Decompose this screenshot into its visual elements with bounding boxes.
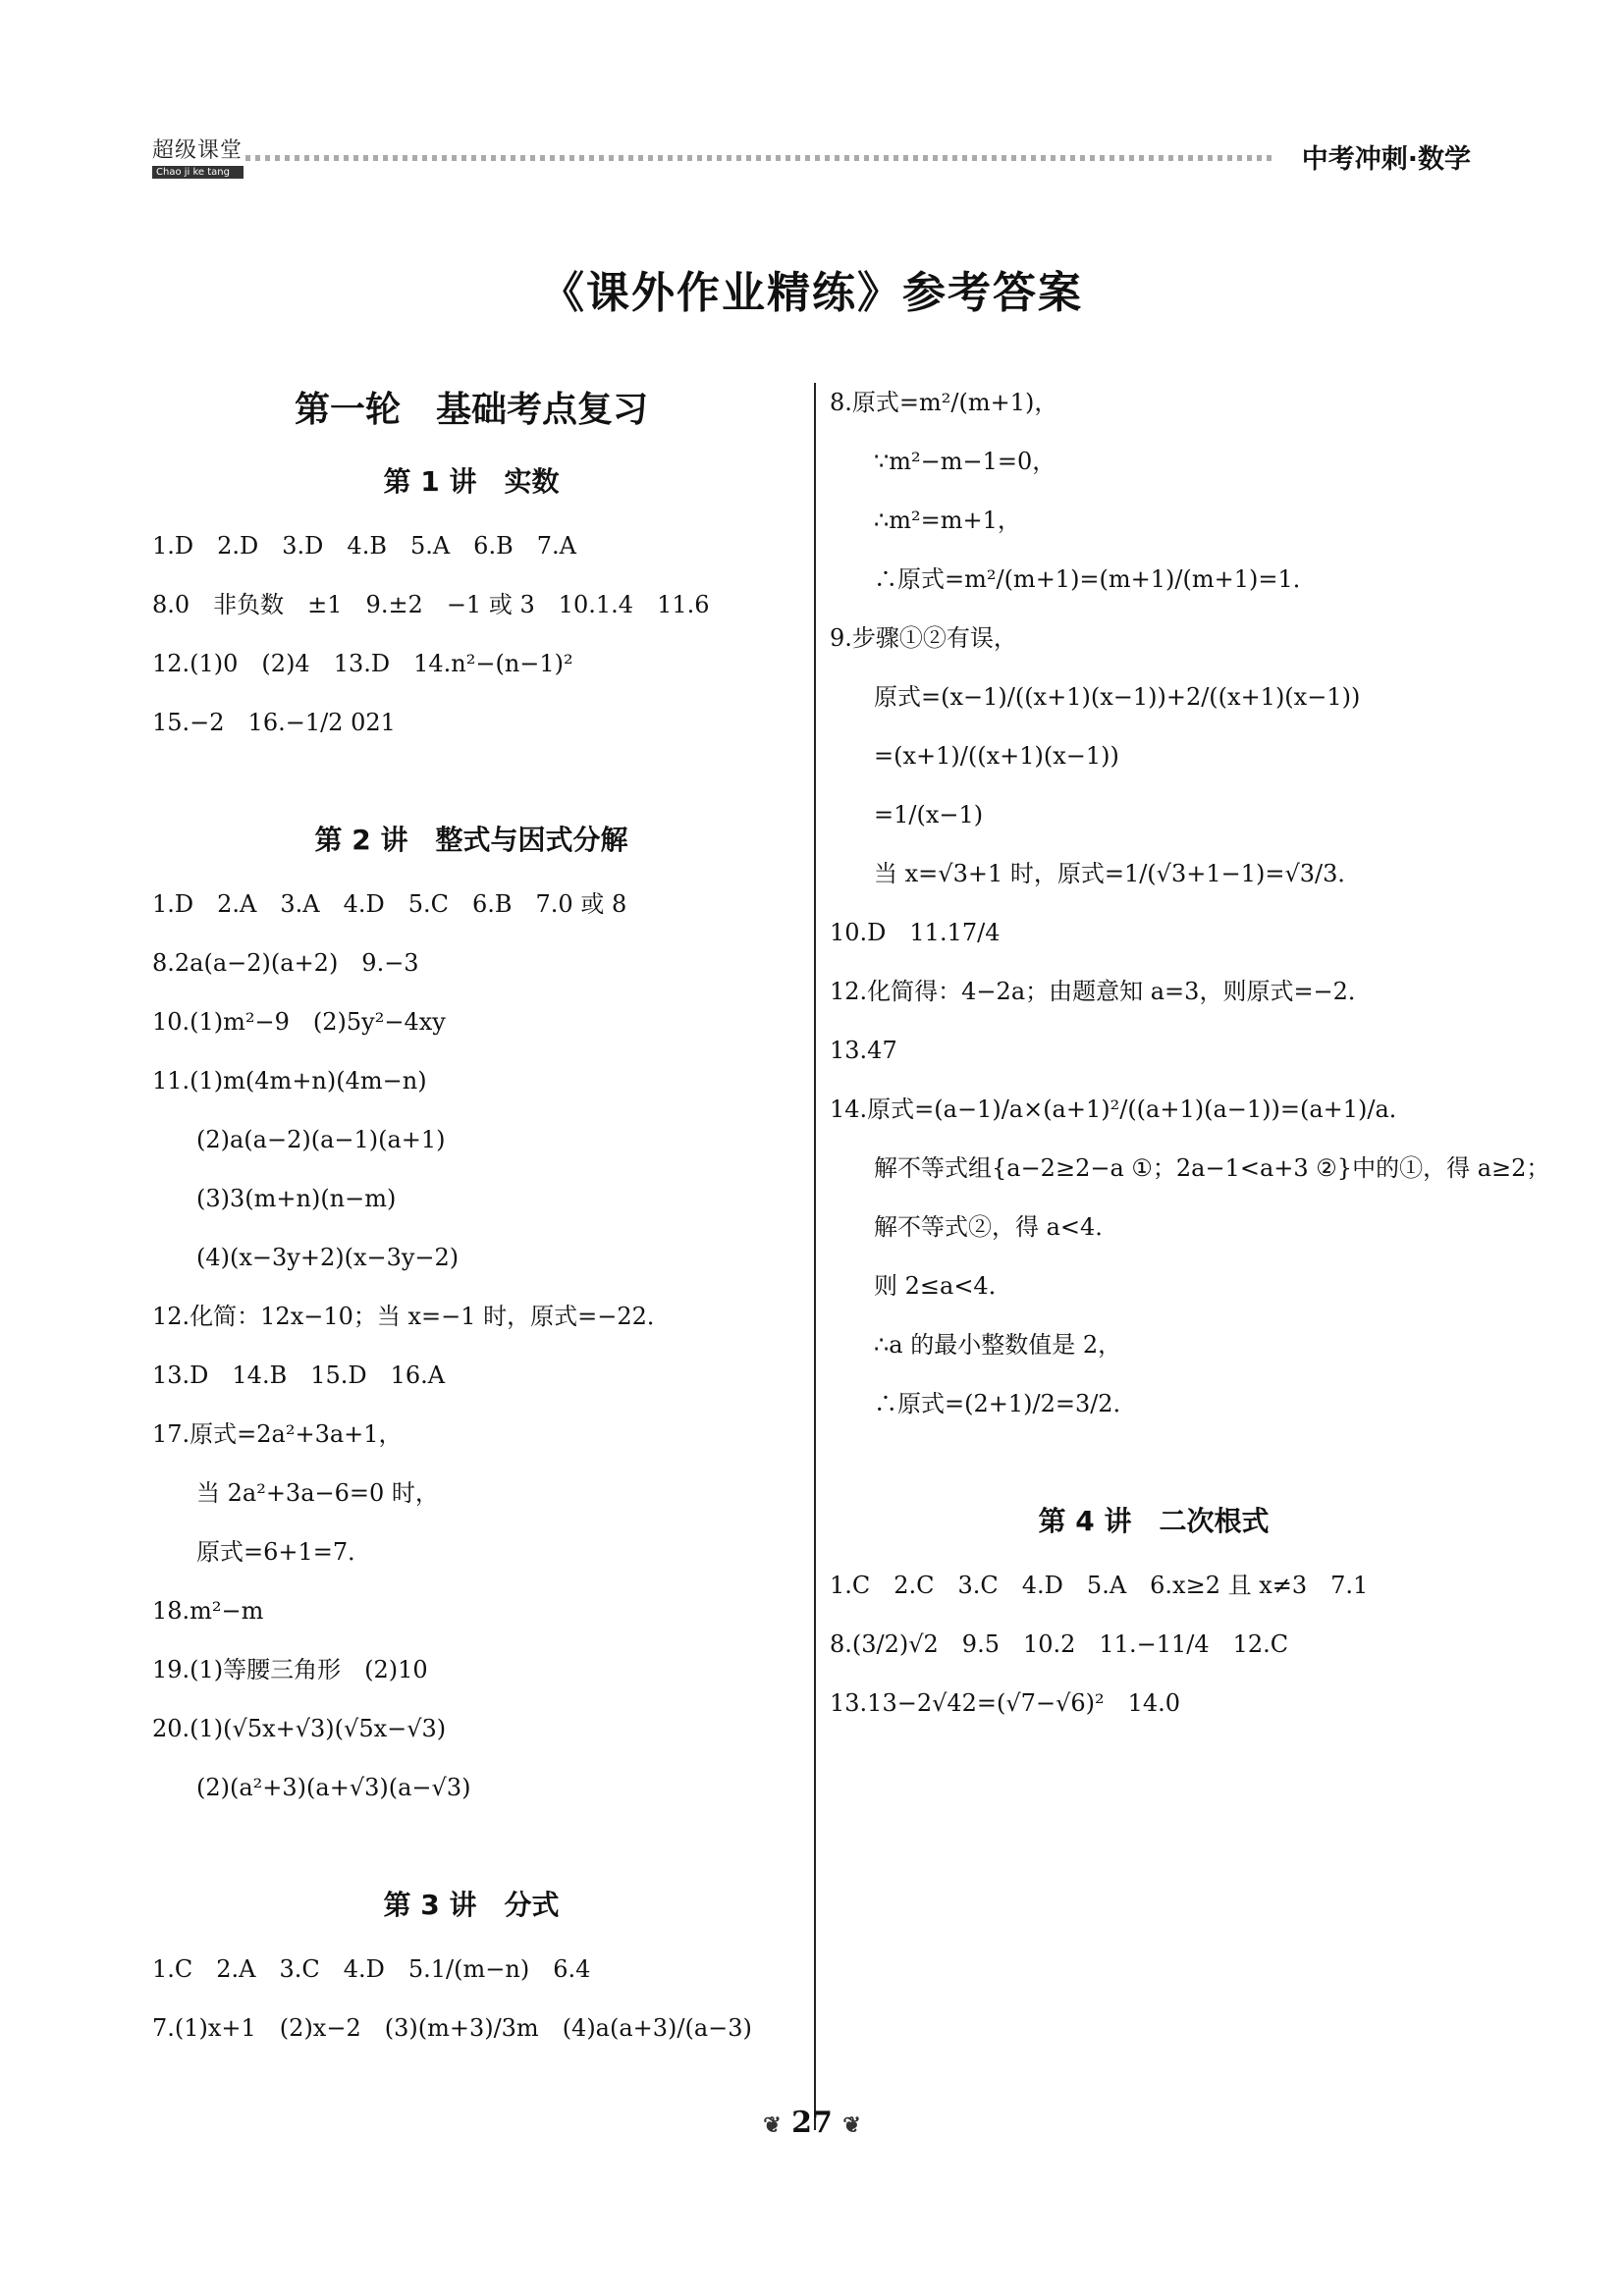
- lecture-4-title: 第 4 讲 二次根式: [1038, 1505, 1270, 1537]
- answer-line: 12.化简得：4−2a；由题意知 a=3，则原式=−2．: [830, 978, 1372, 1005]
- answer-line: 10.D 11.17/4: [830, 919, 1001, 946]
- answer-line: 9.步骤①②有误，: [830, 624, 1017, 652]
- answer-line: 1.D 2.A 3.A 4.D 5.C 6.B 7.0 或 8: [152, 890, 627, 918]
- answer-line: (2)(a²+3)(a+√3)(a−√3): [196, 1774, 471, 1801]
- answer-line: 13.D 14.B 15.D 16.A: [152, 1362, 446, 1389]
- answer-line: 8.2a(a−2)(a+2) 9.−3: [152, 949, 419, 977]
- header-rule: [245, 155, 1272, 161]
- lecture-3-title: 第 3 讲 分式: [383, 1889, 560, 1921]
- logo-subtext: Chao ji ke tang: [152, 166, 244, 179]
- answer-line: 原式=(x−1)/((x+1)(x−1))+2/((x+1)(x−1)): [874, 683, 1361, 711]
- right-column: [830, 373, 1550, 1733]
- answer-line: (2)a(a−2)(a−1)(a+1): [196, 1126, 446, 1153]
- laurel-right-icon: ❦: [842, 2112, 861, 2138]
- lecture-1-title: 第 1 讲 实数: [383, 465, 560, 498]
- answer-line: 18.m²−m: [152, 1597, 264, 1625]
- answer-line: 10.(1)m²−9 (2)5y²−4xy: [152, 1008, 446, 1036]
- answer-line: (4)(x−3y+2)(x−3y−2): [196, 1244, 460, 1271]
- answer-line: 19.(1)等腰三角形 (2)10: [152, 1656, 428, 1683]
- answer-line: 7.(1)x+1 (2)x−2 (3)(m+3)/3m (4)a(a+3)/(a−3): [152, 2014, 752, 2042]
- answer-line: ∴原式=(2+1)/2=3/2．: [874, 1390, 1137, 1417]
- answer-line: 12.化简：12x−10；当 x=−1 时，原式=−22．: [152, 1303, 671, 1330]
- laurel-left-icon: ❦: [763, 2112, 782, 2138]
- left-column: [152, 373, 790, 2057]
- page-number-text: 27: [791, 2106, 833, 2140]
- answer-line: 原式=6+1=7．: [196, 1538, 372, 1566]
- answer-line: 当 2a²+3a−6=0 时，: [196, 1479, 439, 1507]
- header-subject: 中考冲刺·数学: [1301, 144, 1471, 175]
- answer-line: 8.0 非负数 ±1 9.±2 −1 或 3 10.1.4 11.6: [152, 591, 710, 618]
- answer-line: 13.47: [830, 1037, 897, 1064]
- answer-line: =1/(x−1): [874, 801, 984, 828]
- answer-line: 1.C 2.C 3.C 4.D 5.A 6.x≥2 且 x≠3 7.1: [830, 1572, 1369, 1599]
- answer-line: ∴m²=m+1，: [874, 507, 1021, 534]
- page-title: 《课外作业精练》参考答案: [541, 268, 1083, 318]
- answer-line: 8.原式=m²/(m+1)，: [830, 389, 1058, 416]
- lecture-2-title: 第 2 讲 整式与因式分解: [314, 824, 628, 856]
- column-divider: [814, 383, 816, 2130]
- answer-line: 1.C 2.A 3.C 4.D 5.1/(m−n) 6.4: [152, 1955, 591, 1983]
- answer-line: 15.−2 16.−1/2 021: [152, 709, 396, 736]
- answer-line: 17.原式=2a²+3a+1，: [152, 1420, 403, 1448]
- answer-line: =(x+1)/((x+1)(x−1)): [874, 742, 1119, 770]
- answer-line: 11.(1)m(4m+n)(4m−n): [152, 1067, 427, 1095]
- section-title: 第一轮 基础考点复习: [294, 390, 648, 430]
- answer-line: 解不等式②，得 a<4．: [874, 1213, 1119, 1241]
- logo-text: 超级课堂: [152, 138, 244, 163]
- answer-line: 1.D 2.D 3.D 4.B 5.A 6.B 7.A: [152, 532, 576, 560]
- answer-line: 8.(3/2)√2 9.5 10.2 11.−11/4 12.C: [830, 1630, 1289, 1658]
- answer-line: 12.(1)0 (2)4 13.D 14.n²−(n−1)²: [152, 650, 573, 677]
- answer-line: 14.原式=(a−1)/a×(a+1)²/((a+1)(a−1))=(a+1)/a．: [830, 1095, 1413, 1123]
- answer-line: 则 2≤a<4．: [874, 1272, 1012, 1300]
- answer-line: ∴原式=m²/(m+1)=(m+1)/(m+1)=1．: [874, 565, 1317, 593]
- page-number: [0, 2106, 1624, 2140]
- answer-line: (3)3(m+n)(n−m): [196, 1185, 397, 1212]
- answer-line: 13.13−2√42=(√7−√6)² 14.0: [830, 1689, 1181, 1717]
- answer-line: 20.(1)(√5x+√3)(√5x−√3): [152, 1715, 447, 1742]
- answer-line: ∴a 的最小整数值是 2，: [874, 1331, 1122, 1359]
- answer-line: 当 x=√3+1 时，原式=1/(√3+1−1)=√3/3．: [874, 860, 1362, 887]
- answer-line: 解不等式组{a−2≥2−a ①；2a−1<a+3 ②}中的①，得 a≥2；: [874, 1154, 1550, 1182]
- publisher-logo: [152, 133, 244, 179]
- answer-line: ∵m²−m−1=0，: [874, 448, 1056, 475]
